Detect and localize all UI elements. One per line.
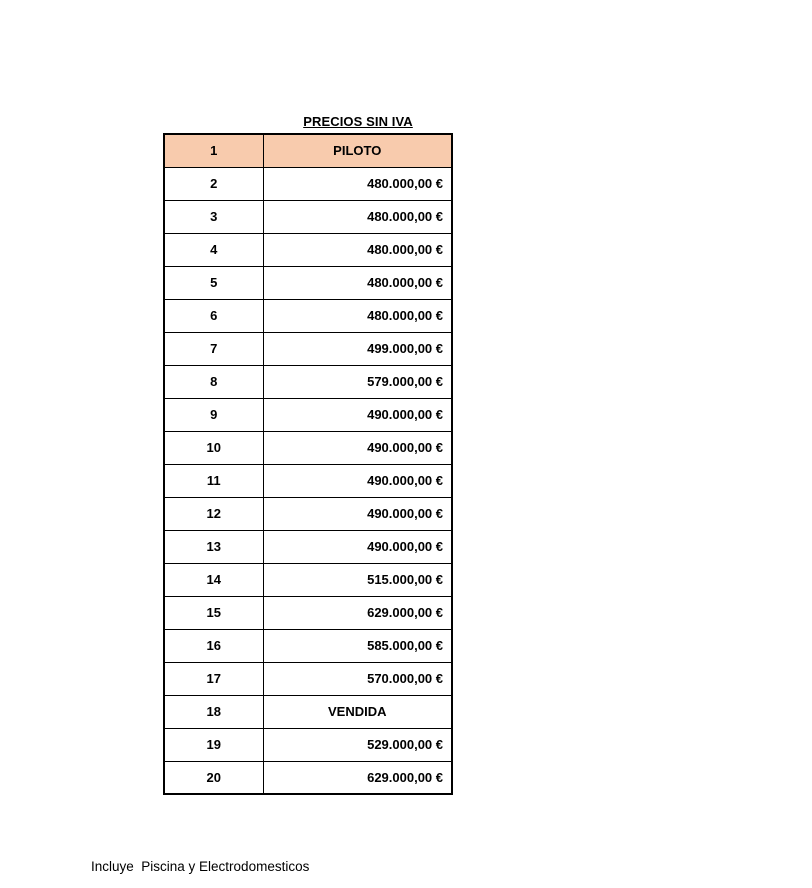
table-row	[164, 497, 452, 530]
table-row	[164, 596, 452, 629]
table-row	[164, 431, 452, 464]
table-row	[164, 398, 452, 431]
unit-number: 5	[164, 266, 263, 299]
table-row	[164, 200, 452, 233]
unit-number: 19	[164, 728, 263, 761]
table-row	[164, 629, 452, 662]
unit-number: 17	[164, 662, 263, 695]
unit-number: 1	[164, 134, 263, 167]
table-row	[164, 365, 452, 398]
unit-price: 480.000,00 €	[263, 200, 452, 233]
unit-price: 499.000,00 €	[263, 332, 452, 365]
unit-price: 480.000,00 €	[263, 266, 452, 299]
unit-number: 13	[164, 530, 263, 563]
unit-number: 6	[164, 299, 263, 332]
footer-note: Incluye Piscina y Electrodomesticos	[91, 859, 310, 874]
table-row	[164, 266, 452, 299]
unit-price: 490.000,00 €	[263, 398, 452, 431]
table-row	[164, 728, 452, 761]
unit-price: 490.000,00 €	[263, 530, 452, 563]
table-row	[164, 563, 452, 596]
table-row	[164, 530, 452, 563]
unit-number: 2	[164, 167, 263, 200]
unit-price: 490.000,00 €	[263, 431, 452, 464]
unit-price: 579.000,00 €	[263, 365, 452, 398]
unit-price: PILOTO	[263, 134, 452, 167]
unit-number: 9	[164, 398, 263, 431]
unit-number: 10	[164, 431, 263, 464]
table-row	[164, 761, 452, 794]
unit-price: 515.000,00 €	[263, 563, 452, 596]
unit-number: 15	[164, 596, 263, 629]
unit-price: 629.000,00 €	[263, 596, 452, 629]
table-row	[164, 332, 452, 365]
unit-price: 490.000,00 €	[263, 464, 452, 497]
table-row	[164, 233, 452, 266]
table-title: PRECIOS SIN IVA	[303, 114, 413, 129]
table-row	[164, 167, 452, 200]
unit-price: 480.000,00 €	[263, 167, 452, 200]
unit-number: 4	[164, 233, 263, 266]
unit-price: 529.000,00 €	[263, 728, 452, 761]
unit-price: 570.000,00 €	[263, 662, 452, 695]
unit-number: 11	[164, 464, 263, 497]
table-row	[164, 662, 452, 695]
table-row	[164, 299, 452, 332]
table-row	[164, 464, 452, 497]
unit-number: 8	[164, 365, 263, 398]
unit-number: 20	[164, 761, 263, 794]
unit-number: 3	[164, 200, 263, 233]
unit-number: 16	[164, 629, 263, 662]
unit-price: 480.000,00 €	[263, 233, 452, 266]
unit-number: 7	[164, 332, 263, 365]
unit-price: 490.000,00 €	[263, 497, 452, 530]
unit-number: 18	[164, 695, 263, 728]
table-row	[164, 695, 452, 728]
unit-price: 585.000,00 €	[263, 629, 452, 662]
table-row-header	[164, 134, 452, 167]
price-table	[163, 133, 453, 795]
unit-price: VENDIDA	[263, 695, 452, 728]
unit-number: 12	[164, 497, 263, 530]
unit-price: 629.000,00 €	[367, 769, 443, 785]
unit-price: 480.000,00 €	[263, 299, 452, 332]
unit-number: 14	[164, 563, 263, 596]
